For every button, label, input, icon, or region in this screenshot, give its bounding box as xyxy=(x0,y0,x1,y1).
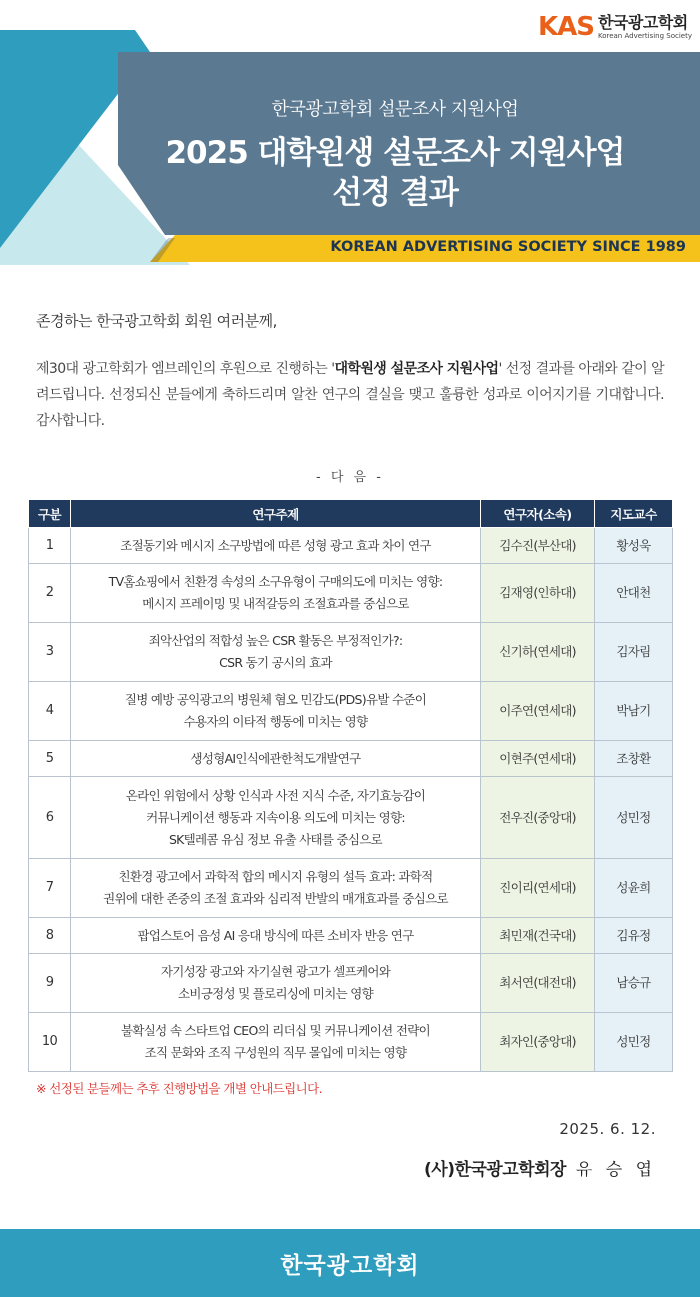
topic-line: CSR 동기 공시의 효과 xyxy=(219,655,332,670)
topic-line: 생성형AI인식에관한척도개발연구 xyxy=(190,750,361,766)
row-advisor: 박남기 xyxy=(595,682,673,741)
footer-org-name: 한국광고학회 xyxy=(280,1252,420,1279)
topic-line: 커뮤니케이션 행동과 지속이용 의도에 미치는 영향: xyxy=(146,809,405,825)
row-advisor: 김자림 xyxy=(595,623,673,682)
row-researcher: 진이리(연세대) xyxy=(481,859,595,918)
table-row xyxy=(29,859,673,918)
topic-line: 권위에 대한 존중의 조절 효과와 심리적 반발의 매개효과를 중심으로 xyxy=(103,891,448,906)
intro-part2: ' 선정 결과를 아래와 같이 알려드립니다. 선정되신 분들에게 축하드리며 알찬 연구의 결실을 맺고 훌륭한 성과로 이어지기를 기대합니다. 감사합니다. xyxy=(36,361,665,429)
table-row xyxy=(29,528,673,564)
header-since-text: KOREAN ADVERTISING SOCIETY SINCE 1989 xyxy=(330,239,686,255)
date: 2025. 6. 12. xyxy=(559,1120,656,1138)
table-row xyxy=(29,564,673,623)
intro-program-name: 대학원생 설문조사 지원사업 xyxy=(334,361,499,377)
table-header-row xyxy=(29,500,673,528)
notice-text: ※ 선정된 분들께는 추후 진행방법을 개별 안내드립니다. xyxy=(36,1081,322,1096)
row-no: 1 xyxy=(29,528,71,564)
topic-line: 메시지 프레이밍 및 내적갈등의 조절효과를 중심으로 xyxy=(142,596,409,611)
intro-paragraph xyxy=(36,356,664,434)
row-no: 2 xyxy=(29,564,71,623)
row-no: 9 xyxy=(29,954,71,1013)
header-subtitle: 한국광고학회 설문조사 지원사업 xyxy=(271,99,519,120)
kas-logo xyxy=(538,14,692,40)
row-advisor: 성윤희 xyxy=(595,859,673,918)
row-researcher: 김수진(부산대) xyxy=(481,528,595,564)
topic-line: 조직 문화와 조직 구성원의 직무 몰입에 미치는 영향 xyxy=(144,1045,407,1060)
col-header-researcher: 연구자(소속) xyxy=(481,500,595,528)
topic-line: 팝업스토어 음성 AI 응대 방식에 따른 소비자 반응 연구 xyxy=(137,927,414,943)
row-topic xyxy=(71,777,481,859)
col-header-no: 구분 xyxy=(29,500,71,528)
row-no: 10 xyxy=(29,1013,71,1072)
table-row xyxy=(29,918,673,954)
table-row xyxy=(29,954,673,1013)
row-advisor: 김유정 xyxy=(595,918,673,954)
header-banner xyxy=(0,0,700,265)
row-topic xyxy=(71,682,481,741)
section-heading: - 다 음 - xyxy=(316,470,384,485)
row-no: 7 xyxy=(29,859,71,918)
table-row xyxy=(29,777,673,859)
table-row xyxy=(29,741,673,777)
row-topic xyxy=(71,954,481,1013)
logo-english-name: Korean Advertising Society xyxy=(597,31,692,40)
header-title-line1: 2025 대학원생 설문조사 지원사업 xyxy=(165,135,625,171)
topic-line: TV홈쇼핑에서 친환경 속성의 소구유형이 구매의도에 미치는 영향: xyxy=(108,574,443,589)
greeting: 존경하는 한국광고학회 회원 여러분께, xyxy=(36,312,277,330)
topic-line: 친환경 광고에서 과학적 합의 메시지 유형의 설득 효과: 과학적 xyxy=(118,869,433,884)
footer xyxy=(0,1229,700,1297)
row-topic xyxy=(71,1013,481,1072)
signature-name: 유 승 엽 xyxy=(575,1160,656,1180)
row-researcher: 이주연(연세대) xyxy=(481,682,595,741)
signature xyxy=(424,1155,656,1180)
row-advisor: 성민정 xyxy=(595,1013,673,1072)
table-row xyxy=(29,682,673,741)
topic-line: 질병 예방 공익광고의 병원체 혐오 민감도(PDS)유발 수준이 xyxy=(124,692,427,707)
results-table xyxy=(28,499,673,1072)
col-header-advisor: 지도교수 xyxy=(595,500,673,528)
row-researcher: 최민재(건국대) xyxy=(481,918,595,954)
row-no: 8 xyxy=(29,918,71,954)
row-researcher: 최서연(대전대) xyxy=(481,954,595,1013)
row-advisor: 안대천 xyxy=(595,564,673,623)
row-advisor: 남승규 xyxy=(595,954,673,1013)
topic-line: 자기성장 광고와 자기실현 광고가 셀프케어와 xyxy=(160,964,391,979)
row-topic xyxy=(71,564,481,623)
row-researcher: 신기하(연세대) xyxy=(481,623,595,682)
row-topic xyxy=(71,859,481,918)
row-advisor: 황성욱 xyxy=(595,528,673,564)
kas-logo-mark: KAS xyxy=(537,12,594,42)
topic-line: 수용자의 이타적 행동에 미치는 영향 xyxy=(183,714,368,729)
table-row xyxy=(29,623,673,682)
row-topic xyxy=(71,918,481,954)
header-title-line2: 선정 결과 xyxy=(332,175,458,211)
row-researcher: 전우진(중앙대) xyxy=(481,777,595,859)
signature-org: (사)한국광고학회장 xyxy=(424,1160,566,1180)
topic-line: 죄악산업의 적합성 높은 CSR 활동은 부정적인가?: xyxy=(148,633,403,648)
kas-logo-text xyxy=(597,12,692,40)
topic-line: SK텔레콤 유심 정보 유출 사태를 중심으로 xyxy=(168,831,383,847)
intro-part1: 제30대 광고학회가 엠브레인의 후원으로 진행하는 ' xyxy=(36,361,335,377)
row-advisor: 조창환 xyxy=(595,741,673,777)
row-no: 6 xyxy=(29,777,71,859)
row-researcher: 최자인(중앙대) xyxy=(481,1013,595,1072)
row-no: 4 xyxy=(29,682,71,741)
row-no: 3 xyxy=(29,623,71,682)
row-advisor: 성민정 xyxy=(595,777,673,859)
row-topic xyxy=(71,623,481,682)
row-researcher: 김재영(인하대) xyxy=(481,564,595,623)
topic-line: 온라인 위험에서 상황 인식과 사전 지식 수준, 자기효능감이 xyxy=(125,787,426,803)
row-topic xyxy=(71,741,481,777)
row-no: 5 xyxy=(29,741,71,777)
col-header-topic: 연구주제 xyxy=(71,500,481,528)
logo-korean-name: 한국광고학회 xyxy=(597,12,688,32)
topic-line: 조절동기와 메시지 소구방법에 따른 성형 광고 효과 차이 연구 xyxy=(120,537,431,553)
topic-line: 소비긍정성 및 플로리싱에 미치는 영향 xyxy=(177,986,374,1001)
topic-line: 불확실성 속 스타트업 CEO의 리더십 및 커뮤니케이션 전략이 xyxy=(121,1023,430,1038)
header-title xyxy=(110,133,680,213)
row-researcher: 이현주(연세대) xyxy=(481,741,595,777)
table-row xyxy=(29,1013,673,1072)
row-topic xyxy=(71,528,481,564)
